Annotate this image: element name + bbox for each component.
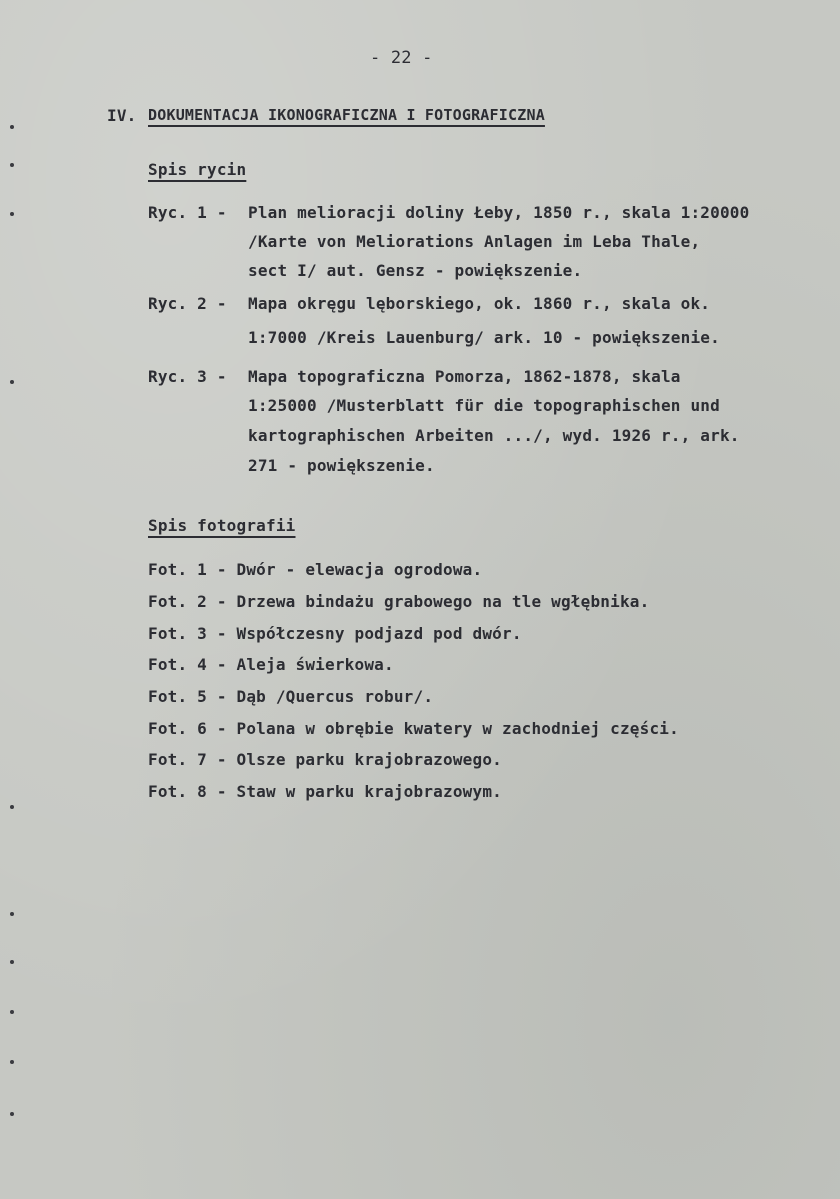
- photo-item: Fot. 4 - Aleja świerkowa.: [148, 655, 394, 674]
- margin-mark: [10, 1112, 14, 1116]
- photo-item: Fot. 7 - Olsze parku krajobrazowego.: [148, 750, 502, 769]
- photo-item: Fot. 3 - Współczesny podjazd pod dwór.: [148, 624, 522, 643]
- illustration-line: Plan melioracji doliny Łeby, 1850 r., skala 1:20000: [248, 203, 750, 222]
- illustrations-heading: Spis rycin: [148, 160, 247, 179]
- margin-mark: [10, 912, 14, 916]
- margin-mark: [10, 1060, 14, 1064]
- photo-item: Fot. 5 - Dąb /Quercus robur/.: [148, 687, 434, 706]
- margin-mark: [10, 125, 14, 129]
- illustration-line: 1:7000 /Kreis Lauenburg/ ark. 10 - powiększenie.: [248, 328, 720, 347]
- illustration-line: 1:25000 /Musterblatt für die topographischen und: [248, 396, 720, 415]
- section-number: IV.: [107, 106, 137, 125]
- margin-mark: [10, 805, 14, 809]
- illustration-line: Mapa okręgu lęborskiego, ok. 1860 r., skala ok.: [248, 294, 711, 313]
- illustration-line: /Karte von Meliorations Anlagen im Leba Thale,: [248, 232, 701, 251]
- illustration-line: sect I/ aut. Gensz - powiększenie.: [248, 261, 583, 280]
- margin-mark: [10, 163, 14, 167]
- section-title: DOKUMENTACJA IKONOGRAFICZNA I FOTOGRAFICZNA: [148, 106, 545, 124]
- photo-item: Fot. 1 - Dwór - elewacja ogrodowa.: [148, 560, 483, 579]
- photo-item: Fot. 2 - Drzewa bindażu grabowego na tle wgłębnika.: [148, 592, 650, 611]
- illustration-label: Ryc. 1 -: [148, 203, 227, 222]
- illustration-line: 271 - powiększenie.: [248, 456, 435, 475]
- photos-heading: Spis fotografii: [148, 516, 296, 535]
- margin-mark: [10, 380, 14, 384]
- illustration-label: Ryc. 2 -: [148, 294, 227, 313]
- illustration-line: Mapa topograficzna Pomorza, 1862-1878, skala: [248, 367, 681, 386]
- page-number: - 22 -: [370, 48, 433, 68]
- margin-mark: [10, 1010, 14, 1014]
- photo-item: Fot. 8 - Staw w parku krajobrazowym.: [148, 782, 502, 801]
- margin-mark: [10, 960, 14, 964]
- photo-item: Fot. 6 - Polana w obrębie kwatery w zachodniej części.: [148, 719, 679, 738]
- margin-mark: [10, 212, 14, 216]
- illustration-label: Ryc. 3 -: [148, 367, 227, 386]
- illustration-line: kartographischen Arbeiten .../, wyd. 1926 r., ark.: [248, 426, 740, 445]
